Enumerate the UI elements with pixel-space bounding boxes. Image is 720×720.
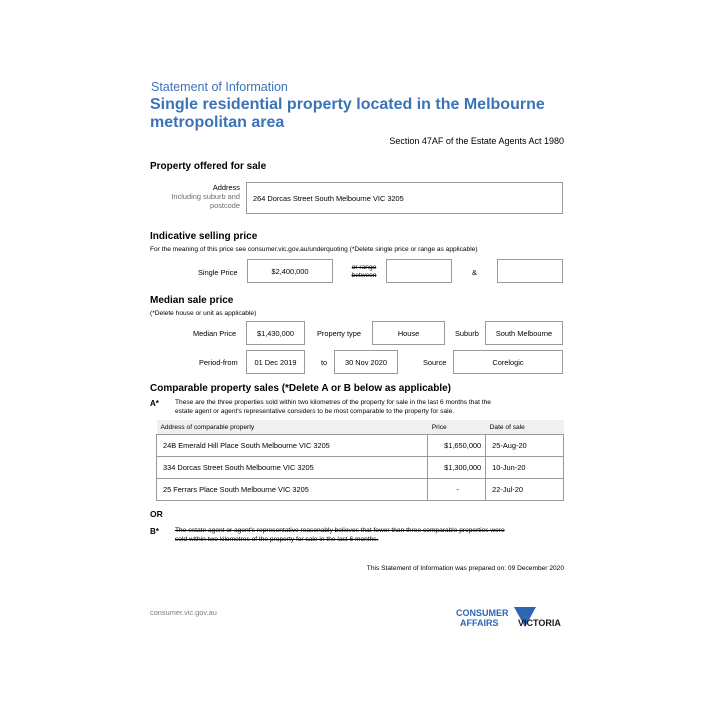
period-from-label: Period-from [199,358,238,367]
comparable-sales-table [156,420,564,501]
range-label-2: between [351,272,377,279]
median-price-field[interactable]: $1,430,000 [246,321,305,345]
to-label: to [321,358,328,367]
document-title: Single residential property located in the Melbourne metropolitan area [150,96,545,131]
comparable-price[interactable]: - [428,479,486,501]
option-a-text [175,399,491,416]
period-from-field[interactable]: 01 Dec 2019 [246,350,305,374]
comparable-address[interactable]: 24B Emerald Hill Place South Melbourne VIC 3205 [157,435,428,457]
document-subtitle: Statement of Information [151,80,288,94]
logo-victoria-text: VICTORIA [518,618,561,628]
indicative-price-heading: Indicative selling price [150,231,258,242]
comparable-address[interactable]: 334 Dorcas Street South Melbourne VIC 3205 [157,457,428,479]
single-price-label: Single Price [198,268,238,277]
option-b-text [175,527,505,544]
option-b-text-2: sold within two kilometres of the property for sale in the last 6 months. [175,535,379,543]
range-high-field[interactable] [497,259,563,283]
range-label-1: or range [351,264,377,271]
period-to-field[interactable]: 30 Nov 2020 [334,350,398,374]
address-sublabel-1: Including suburb and [171,192,240,201]
address-label: Address [212,183,240,192]
table-header-row [157,420,564,435]
logo-consumer-text: CONSUMER [456,608,509,618]
address-label-block [150,183,240,210]
option-b-marker: B* [150,527,159,536]
address-sublabel-2: postcode [210,201,240,210]
comparable-date[interactable]: 22-Jul-20 [486,479,564,501]
comparable-price[interactable]: $1,650,000 [428,435,486,457]
column-header-price: Price [428,420,486,435]
comparable-date[interactable]: 10-Jun-20 [486,457,564,479]
column-header-address: Address of comparable property [157,420,428,435]
option-a-text-2: estate agent or agent's representative considers to be most comparable to the property for sale. [175,407,455,415]
property-type-field[interactable]: House [372,321,445,345]
comparable-price[interactable]: $1,300,000 [428,457,486,479]
comparable-heading: Comparable property sales (*Delete A or B below as applicable) [150,383,452,394]
footer-url[interactable]: consumer.vic.gov.au [150,608,217,617]
suburb-label: Suburb [455,329,479,338]
or-separator: OR [150,509,163,519]
property-type-label: Property type [317,329,361,338]
prepared-on-statement: This Statement of Information was prepared on: 09 December 2020 [366,565,564,572]
comparable-date[interactable]: 25-Aug-20 [486,435,564,457]
range-label [340,264,388,280]
table-row [157,479,564,501]
property-offered-heading: Property offered for sale [150,161,267,172]
source-label: Source [423,358,447,367]
option-a-marker: A* [150,399,159,408]
range-and-label: & [472,268,477,277]
comparable-address[interactable]: 25 Ferrars Place South Melbourne VIC 3205 [157,479,428,501]
table-row [157,457,564,479]
address-field[interactable]: 264 Dorcas Street South Melbourne VIC 3205 [246,182,563,214]
suburb-field[interactable]: South Melbourne [485,321,563,345]
column-header-date: Date of sale [486,420,564,435]
range-low-field[interactable] [386,259,452,283]
single-price-field[interactable]: $2,400,000 [247,259,333,283]
median-note: (*Delete house or unit as applicable) [150,310,257,317]
median-heading: Median sale price [150,295,234,306]
option-a-text-1: These are the three properties sold within two kilometres of the property for sale in the last 6 months that the [175,399,491,406]
consumer-affairs-victoria-logo [456,605,570,635]
source-field[interactable]: Corelogic [453,350,563,374]
act-reference: Section 47AF of the Estate Agents Act 1980 [389,136,564,146]
logo-affairs-text: AFFAIRS [460,618,499,628]
median-price-label: Median Price [193,329,237,338]
option-b-text-1: The estate agent or agent's representative reasonably believes that fewer than three comparable properties were [175,527,505,534]
indicative-price-note: For the meaning of this price see consumer.vic.gov.au/underquoting (*Delete single price or range as applicable) [150,246,478,253]
table-row [157,435,564,457]
